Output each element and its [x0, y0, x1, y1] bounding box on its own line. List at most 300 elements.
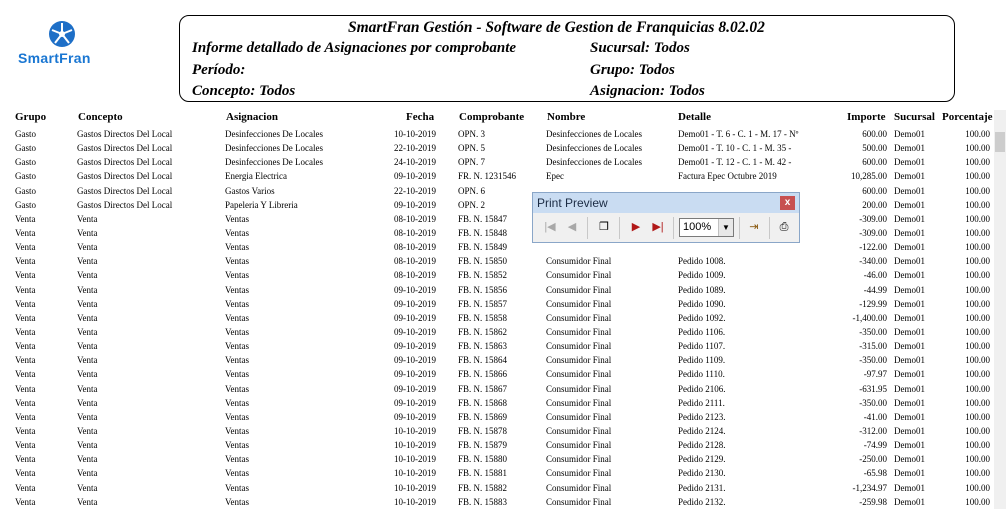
cell-importe: -259.98	[859, 496, 887, 507]
cell-sucursal: Demo01	[894, 199, 925, 210]
cell-nombre: Consumidor Final	[546, 440, 612, 451]
cell-grupo: Venta	[15, 411, 36, 422]
cell-asignacion: Ventas	[225, 312, 249, 323]
cell-importe: 500.00	[862, 143, 887, 154]
previous-page-button[interactable]	[563, 218, 581, 236]
cell-importe: -309.00	[859, 213, 887, 224]
cell-comprobante: FR. N. 1231546	[458, 171, 517, 182]
cell-sucursal: Demo01	[894, 468, 925, 479]
scrollbar-thumb[interactable]	[995, 132, 1005, 152]
cell-concepto: Gastos Directos Del Local	[77, 171, 173, 182]
cell-grupo: Venta	[15, 468, 36, 479]
toolbar-separator	[769, 217, 770, 239]
table-row	[0, 227, 1006, 241]
cell-nombre: Desinfecciones de Locales	[546, 143, 642, 154]
cell-grupo: Venta	[15, 326, 36, 337]
cell-importe: -350.00	[859, 355, 887, 366]
cell-asignacion: Ventas	[225, 482, 249, 493]
cell-fecha: 09-10-2019	[394, 199, 436, 210]
table-row	[0, 383, 1006, 397]
cell-detalle: Factura Epec Octubre 2019	[678, 171, 777, 182]
cell-concepto: Venta	[77, 369, 98, 380]
cell-nombre: Consumidor Final	[546, 312, 612, 323]
cell-detalle: Pedido 1008.	[678, 256, 726, 267]
vertical-scrollbar[interactable]	[994, 110, 1006, 509]
cell-grupo: Venta	[15, 355, 36, 366]
cell-porcentaje: 100.00	[965, 496, 990, 507]
cell-asignacion: Ventas	[225, 440, 249, 451]
cell-asignacion: Energia Electrica	[225, 171, 288, 182]
cell-concepto: Venta	[77, 411, 98, 422]
last-page-button[interactable]	[649, 218, 667, 236]
cell-fecha: 22-10-2019	[394, 143, 436, 154]
cell-porcentaje: 100.00	[965, 440, 990, 451]
next-page-button[interactable]	[627, 218, 645, 236]
cell-asignacion: Ventas	[225, 227, 249, 238]
report-table-body	[0, 128, 1006, 510]
cell-porcentaje: 100.00	[965, 129, 990, 139]
cell-fecha: 10-10-2019	[394, 440, 436, 451]
cell-fecha: 10-10-2019	[394, 482, 436, 493]
cell-grupo: Venta	[15, 284, 36, 295]
cell-nombre: Epec	[546, 171, 564, 182]
cell-fecha: 09-10-2019	[394, 355, 436, 366]
cell-detalle: Pedido 1110.	[678, 369, 725, 380]
cell-concepto: Gastos Directos Del Local	[77, 157, 173, 168]
toolbar-separator	[739, 217, 740, 239]
cell-porcentaje: 100.00	[965, 397, 990, 408]
cell-grupo: Venta	[15, 383, 36, 394]
table-row	[0, 156, 1006, 170]
cell-importe: -65.98	[863, 468, 887, 479]
cell-importe: -46.00	[863, 270, 887, 281]
cell-fecha: 08-10-2019	[394, 227, 436, 238]
cell-porcentaje: 100.00	[965, 256, 990, 267]
toolbar-separator	[619, 217, 620, 239]
cell-asignacion: Ventas	[225, 341, 249, 352]
cell-concepto: Gastos Directos Del Local	[77, 199, 173, 210]
table-row	[0, 241, 1006, 255]
cell-sucursal: Demo01	[894, 482, 925, 493]
cell-comprobante: FB. N. 15867	[458, 383, 508, 394]
cell-grupo: Gasto	[15, 129, 36, 139]
cell-comprobante: FB. N. 15849	[458, 242, 508, 253]
first-page-icon: |◀	[544, 221, 556, 233]
cell-concepto: Venta	[77, 468, 98, 479]
asignacion-filter: Asignacion: Todos	[590, 83, 705, 99]
cell-detalle: Pedido 2106.	[678, 383, 726, 394]
cell-importe: 600.00	[862, 185, 887, 196]
cell-fecha: 09-10-2019	[394, 298, 436, 309]
cell-comprobante: OPN. 6	[458, 185, 486, 196]
cell-sucursal: Demo01	[894, 397, 925, 408]
cell-porcentaje: 100.00	[965, 425, 990, 436]
cell-sucursal: Demo01	[894, 454, 925, 465]
cell-importe: 10,285.00	[851, 171, 887, 182]
table-row	[0, 142, 1006, 156]
cell-asignacion: Ventas	[225, 383, 249, 394]
cell-sucursal: Demo01	[894, 312, 925, 323]
cell-importe: -129.99	[859, 298, 887, 309]
cell-comprobante: FB. N. 15881	[458, 468, 508, 479]
cell-concepto: Venta	[77, 440, 98, 451]
toolbar-separator	[587, 217, 588, 239]
cell-grupo: Venta	[15, 256, 36, 267]
cell-asignacion: Desinfecciones De Locales	[225, 129, 323, 139]
cell-importe: 200.00	[862, 199, 887, 210]
cell-sucursal: Demo01	[894, 440, 925, 451]
cell-nombre: Consumidor Final	[546, 425, 612, 436]
cell-grupo: Venta	[15, 454, 36, 465]
cell-detalle: Pedido 2132.	[678, 496, 726, 507]
cell-grupo: Gasto	[15, 199, 36, 210]
first-page-button[interactable]	[541, 218, 559, 236]
table-header	[0, 111, 1006, 125]
table-row	[0, 439, 1006, 453]
cell-asignacion: Ventas	[225, 425, 249, 436]
col-header-asignacion: Asignacion	[226, 111, 278, 123]
cell-fecha: 09-10-2019	[394, 312, 436, 323]
cell-porcentaje: 100.00	[965, 298, 990, 309]
table-row	[0, 199, 1006, 213]
previous-page-icon: ◀	[567, 221, 577, 233]
cell-sucursal: Demo01	[894, 425, 925, 436]
print-preview-toolbar	[532, 192, 800, 243]
table-row	[0, 269, 1006, 283]
cell-porcentaje: 100.00	[965, 242, 990, 253]
cell-concepto: Gastos Directos Del Local	[77, 143, 173, 154]
cell-porcentaje: 100.00	[965, 341, 990, 352]
col-header-nombre: Nombre	[547, 111, 586, 123]
cell-comprobante: FB. N. 15856	[458, 284, 508, 295]
cell-comprobante: FB. N. 15878	[458, 425, 508, 436]
zoom-select[interactable]	[679, 218, 734, 237]
cell-porcentaje: 100.00	[965, 369, 990, 380]
table-row	[0, 312, 1006, 326]
cell-concepto: Venta	[77, 496, 98, 507]
cell-asignacion: Ventas	[225, 284, 249, 295]
cell-importe: -74.99	[863, 440, 887, 451]
cell-detalle: Pedido 2124.	[678, 425, 726, 436]
cell-asignacion: Ventas	[225, 270, 249, 281]
table-row	[0, 425, 1006, 439]
col-header-sucursal: Sucursal	[894, 111, 935, 123]
cell-comprobante: FB. N. 15869	[458, 411, 508, 422]
cell-concepto: Venta	[77, 213, 98, 224]
cell-comprobante: OPN. 3	[458, 129, 486, 139]
cell-comprobante: FB. N. 15879	[458, 440, 508, 451]
cell-comprobante: FB. N. 15858	[458, 312, 508, 323]
cell-porcentaje: 100.00	[965, 312, 990, 323]
cell-detalle: Pedido 1107.	[678, 341, 726, 352]
cell-detalle: Pedido 2123.	[678, 411, 726, 422]
cell-importe: -312.00	[859, 425, 887, 436]
cell-porcentaje: 100.00	[965, 284, 990, 295]
cell-concepto: Venta	[77, 227, 98, 238]
cell-comprobante: FB. N. 15880	[458, 454, 508, 465]
cell-detalle: Pedido 2130.	[678, 468, 726, 479]
table-row	[0, 453, 1006, 467]
cell-nombre: Consumidor Final	[546, 454, 612, 465]
cell-asignacion: Ventas	[225, 411, 249, 422]
cell-porcentaje: 100.00	[965, 411, 990, 422]
cell-sucursal: Demo01	[894, 129, 925, 139]
col-header-detalle: Detalle	[678, 111, 711, 123]
cell-detalle: Pedido 1109.	[678, 355, 726, 366]
printer-icon: ⎙	[779, 221, 789, 233]
cell-comprobante: FB. N. 15850	[458, 256, 508, 267]
cell-detalle: Pedido 2129.	[678, 454, 726, 465]
cell-fecha: 09-10-2019	[394, 171, 436, 182]
cell-fecha: 24-10-2019	[394, 157, 436, 168]
table-row	[0, 326, 1006, 340]
cell-comprobante: FB. N. 15883	[458, 496, 508, 507]
close-icon: x	[784, 197, 791, 208]
report-app-title: SmartFran Gestión - Software de Gestion de Franquicias 8.02.02	[348, 19, 765, 36]
cell-porcentaje: 100.00	[965, 171, 990, 182]
cell-sucursal: Demo01	[894, 383, 925, 394]
cell-nombre: Consumidor Final	[546, 482, 612, 493]
cell-detalle: Pedido 2131.	[678, 482, 726, 493]
exit-icon: ⇥	[749, 221, 759, 233]
cell-grupo: Venta	[15, 440, 36, 451]
cell-asignacion: Desinfecciones De Locales	[225, 143, 323, 154]
cell-sucursal: Demo01	[894, 411, 925, 422]
chevron-down-icon[interactable]: ▼	[718, 219, 733, 236]
table-row	[0, 284, 1006, 298]
cell-sucursal: Demo01	[894, 227, 925, 238]
print-button[interactable]	[775, 218, 793, 236]
table-row	[0, 128, 1006, 142]
cell-importe: -1,234.97	[852, 482, 887, 493]
cell-fecha: 08-10-2019	[394, 242, 436, 253]
cell-grupo: Venta	[15, 213, 36, 224]
cell-importe: -44.99	[863, 284, 887, 295]
cell-detalle: Pedido 1089.	[678, 284, 726, 295]
cell-detalle: Pedido 2128.	[678, 440, 726, 451]
cell-nombre: Consumidor Final	[546, 298, 612, 309]
cell-importe: -309.00	[859, 227, 887, 238]
cell-grupo: Gasto	[15, 143, 36, 154]
cell-nombre: Consumidor Final	[546, 341, 612, 352]
cell-sucursal: Demo01	[894, 171, 925, 182]
periodo-label: Período:	[192, 62, 246, 78]
cell-grupo: Venta	[15, 270, 36, 281]
cell-sucursal: Demo01	[894, 185, 925, 196]
table-row	[0, 213, 1006, 227]
cell-importe: -350.00	[859, 397, 887, 408]
cell-importe: -340.00	[859, 256, 887, 267]
cell-detalle: Demo01 - T. 10 - C. 1 - M. 35 -	[678, 143, 792, 154]
cell-fecha: 08-10-2019	[394, 213, 436, 224]
cell-sucursal: Demo01	[894, 341, 925, 352]
cell-importe: -41.00	[863, 411, 887, 422]
cell-porcentaje: 100.00	[965, 326, 990, 337]
logo-text: SmartFran	[18, 50, 91, 66]
cell-grupo: Venta	[15, 425, 36, 436]
cell-nombre: Consumidor Final	[546, 411, 612, 422]
cell-nombre: Consumidor Final	[546, 496, 612, 507]
cell-porcentaje: 100.00	[965, 143, 990, 154]
cell-porcentaje: 100.00	[965, 227, 990, 238]
cell-sucursal: Demo01	[894, 496, 925, 507]
cell-fecha: 10-10-2019	[394, 454, 436, 465]
cell-fecha: 10-10-2019	[394, 468, 436, 479]
multi-page-icon: ❐	[599, 221, 609, 233]
print-preview-title: Print Preview	[537, 196, 608, 210]
cell-importe: 600.00	[862, 129, 887, 139]
cell-nombre: Consumidor Final	[546, 284, 612, 295]
cell-fecha: 22-10-2019	[394, 185, 436, 196]
table-row	[0, 170, 1006, 184]
cell-sucursal: Demo01	[894, 369, 925, 380]
cell-nombre: Consumidor Final	[546, 468, 612, 479]
cell-asignacion: Ventas	[225, 369, 249, 380]
cell-comprobante: FB. N. 15862	[458, 326, 508, 337]
cell-comprobante: FB. N. 15847	[458, 213, 508, 224]
cell-fecha: 09-10-2019	[394, 397, 436, 408]
sucursal-filter: Sucursal: Todos	[590, 40, 690, 56]
cell-asignacion: Ventas	[225, 355, 249, 366]
cell-sucursal: Demo01	[894, 270, 925, 281]
cell-comprobante: FB. N. 15868	[458, 397, 508, 408]
cell-porcentaje: 100.00	[965, 185, 990, 196]
cell-importe: -97.97	[863, 369, 887, 380]
cell-concepto: Venta	[77, 326, 98, 337]
cell-concepto: Gastos Directos Del Local	[77, 185, 173, 196]
cell-fecha: 09-10-2019	[394, 411, 436, 422]
cell-asignacion: Ventas	[225, 213, 249, 224]
cell-concepto: Venta	[77, 482, 98, 493]
cell-grupo: Venta	[15, 227, 36, 238]
cell-fecha: 10-10-2019	[394, 425, 436, 436]
cell-fecha: 09-10-2019	[394, 284, 436, 295]
cell-importe: -250.00	[859, 454, 887, 465]
cell-porcentaje: 100.00	[965, 157, 990, 168]
cell-comprobante: FB. N. 15857	[458, 298, 508, 309]
cell-importe: -1,400.00	[852, 312, 887, 323]
multi-page-button[interactable]	[595, 218, 613, 236]
cell-comprobante: OPN. 2	[458, 199, 486, 210]
cell-comprobante: FB. N. 15864	[458, 355, 508, 366]
cell-nombre: Desinfecciones de Locales	[546, 129, 642, 139]
cell-porcentaje: 100.00	[965, 355, 990, 366]
cell-fecha: 08-10-2019	[394, 256, 436, 267]
cell-porcentaje: 100.00	[965, 213, 990, 224]
cell-sucursal: Demo01	[894, 242, 925, 253]
cell-grupo: Venta	[15, 312, 36, 323]
cell-sucursal: Demo01	[894, 284, 925, 295]
col-header-comprobante: Comprobante	[459, 111, 525, 123]
cell-porcentaje: 100.00	[965, 199, 990, 210]
next-page-icon: ▶	[631, 221, 641, 233]
cell-importe: -315.00	[859, 341, 887, 352]
cell-sucursal: Demo01	[894, 143, 925, 154]
zoom-value: 100%	[683, 221, 712, 233]
cell-grupo: Venta	[15, 397, 36, 408]
cell-concepto: Venta	[77, 341, 98, 352]
cell-asignacion: Gastos Varios	[225, 185, 275, 196]
cell-detalle: Pedido 1106.	[678, 326, 726, 337]
table-row	[0, 298, 1006, 312]
cell-asignacion: Ventas	[225, 256, 249, 267]
cell-concepto: Venta	[77, 355, 98, 366]
cell-grupo: Gasto	[15, 157, 36, 168]
cell-fecha: 09-10-2019	[394, 341, 436, 352]
cell-concepto: Venta	[77, 425, 98, 436]
cell-porcentaje: 100.00	[965, 270, 990, 281]
cell-detalle: Demo01 - T. 12 - C. 1 - M. 42 -	[678, 157, 792, 168]
cell-asignacion: Ventas	[225, 454, 249, 465]
cell-asignacion: Ventas	[225, 468, 249, 479]
cell-asignacion: Papeleria Y Libreria	[225, 199, 298, 210]
cell-grupo: Venta	[15, 482, 36, 493]
print-preview-titlebar[interactable]	[533, 193, 799, 213]
cell-nombre: Consumidor Final	[546, 355, 612, 366]
table-row	[0, 368, 1006, 382]
report-title: Informe detallado de Asignaciones por comprobante	[192, 40, 517, 56]
cell-importe: -631.95	[859, 383, 887, 394]
cell-concepto: Venta	[77, 242, 98, 253]
col-header-grupo: Grupo	[15, 111, 47, 123]
cell-concepto: Venta	[77, 312, 98, 323]
table-row	[0, 354, 1006, 368]
col-header-fecha: Fecha	[406, 111, 435, 123]
cell-sucursal: Demo01	[894, 326, 925, 337]
cell-comprobante: FB. N. 15882	[458, 482, 508, 493]
cell-nombre: Consumidor Final	[546, 397, 612, 408]
cell-importe: -122.00	[859, 242, 887, 253]
cell-asignacion: Ventas	[225, 326, 249, 337]
cell-grupo: Venta	[15, 298, 36, 309]
cell-asignacion: Desinfecciones De Locales	[225, 157, 323, 168]
cell-sucursal: Demo01	[894, 298, 925, 309]
exit-button[interactable]	[745, 218, 763, 236]
cell-sucursal: Demo01	[894, 256, 925, 267]
cell-comprobante: FB. N. 15863	[458, 341, 508, 352]
col-header-concepto: Concepto	[78, 111, 123, 123]
cell-asignacion: Ventas	[225, 496, 249, 507]
table-row	[0, 255, 1006, 269]
cell-porcentaje: 100.00	[965, 468, 990, 479]
table-row	[0, 467, 1006, 481]
cell-concepto: Venta	[77, 454, 98, 465]
last-page-icon: ▶|	[652, 221, 664, 233]
cell-sucursal: Demo01	[894, 355, 925, 366]
cell-detalle: Pedido 2111.	[678, 397, 725, 408]
cell-fecha: 09-10-2019	[394, 369, 436, 380]
grupo-filter: Grupo: Todos	[590, 62, 675, 78]
table-row	[0, 411, 1006, 425]
cell-asignacion: Ventas	[225, 397, 249, 408]
cell-concepto: Venta	[77, 284, 98, 295]
cell-fecha: 08-10-2019	[394, 270, 436, 281]
close-button[interactable]	[780, 196, 795, 210]
cell-fecha: 09-10-2019	[394, 326, 436, 337]
cell-comprobante: FB. N. 15848	[458, 227, 508, 238]
cell-comprobante: FB. N. 15852	[458, 270, 508, 281]
cell-concepto: Venta	[77, 397, 98, 408]
cell-porcentaje: 100.00	[965, 454, 990, 465]
table-row	[0, 482, 1006, 496]
cell-nombre: Consumidor Final	[546, 256, 612, 267]
col-header-porcentaje: Porcentaje	[942, 111, 993, 123]
cell-grupo: Venta	[15, 496, 36, 507]
cell-detalle: Demo01 - T. 6 - C. 1 - M. 17 - Nº	[678, 129, 799, 139]
cell-sucursal: Demo01	[894, 213, 925, 224]
cell-detalle: Pedido 1092.	[678, 312, 726, 323]
cell-nombre: Consumidor Final	[546, 270, 612, 281]
